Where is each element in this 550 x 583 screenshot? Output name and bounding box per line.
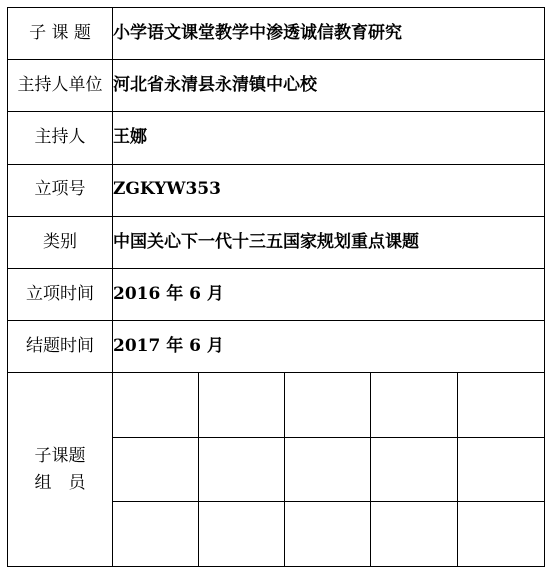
label-members xyxy=(8,373,113,567)
value-completion-date: 2017 年 6 月 xyxy=(113,321,545,373)
label-subtopic: 子 课 题 xyxy=(8,8,113,60)
row-subtopic xyxy=(8,8,545,60)
member-cell xyxy=(371,437,458,502)
member-cell xyxy=(199,502,285,567)
label-host: 主持人 xyxy=(8,112,113,164)
member-cell xyxy=(371,373,458,438)
row-host xyxy=(8,112,545,164)
member-cell xyxy=(458,373,545,438)
label-completion-date: 结题时间 xyxy=(8,321,113,373)
members-row-1 xyxy=(8,373,545,438)
member-cell xyxy=(199,373,285,438)
value-project-number: ZGKYW353 xyxy=(113,164,545,216)
row-category xyxy=(8,216,545,268)
label-host-unit: 主持人单位 xyxy=(8,60,113,112)
label-members-line1: 子课题 xyxy=(34,446,86,467)
label-approval-date: 立项时间 xyxy=(8,269,113,321)
value-subtopic: 小学语文课堂教学中渗透诚信教育研究 xyxy=(113,8,545,60)
row-host-unit xyxy=(8,60,545,112)
member-cell xyxy=(285,373,371,438)
row-completion-date xyxy=(8,321,545,373)
value-category: 中国关心下一代十三五国家规划重点课题 xyxy=(113,216,545,268)
row-approval-date xyxy=(8,269,545,321)
member-cell xyxy=(458,502,545,567)
value-approval-date: 2016 年 6 月 xyxy=(113,269,545,321)
member-cell xyxy=(113,373,199,438)
label-project-number: 立项号 xyxy=(8,164,113,216)
member-cell xyxy=(113,502,199,567)
label-category: 类别 xyxy=(8,216,113,268)
member-cell xyxy=(199,437,285,502)
value-host: 王娜 xyxy=(113,112,545,164)
member-cell xyxy=(371,502,458,567)
member-cell xyxy=(458,437,545,502)
label-members-line2: 组 员 xyxy=(34,472,86,493)
member-cell xyxy=(113,437,199,502)
member-cell xyxy=(285,502,371,567)
project-info-table xyxy=(7,7,545,567)
row-project-number xyxy=(8,164,545,216)
member-cell xyxy=(285,437,371,502)
value-host-unit: 河北省永清县永清镇中心校 xyxy=(113,60,545,112)
